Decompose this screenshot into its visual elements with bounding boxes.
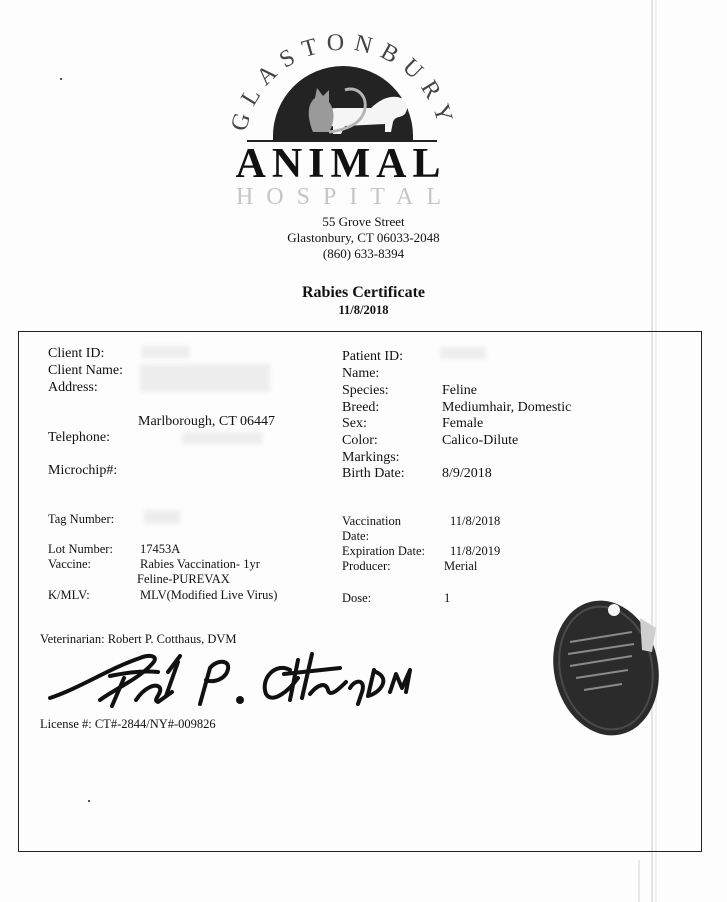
- certificate-date: 11/8/2018: [338, 303, 389, 317]
- vaccination-date-label-2: Date:: [342, 529, 370, 543]
- logo-hospital-text: HOSPITAL: [235, 184, 455, 210]
- birth-date-value: 8/9/2018: [442, 466, 492, 481]
- tag-number-label: Tag Number:: [48, 512, 115, 526]
- scan-speck: [60, 78, 62, 80]
- redacted-field: [144, 510, 180, 524]
- birth-date-label: Birth Date:: [342, 466, 405, 481]
- veterinarian-label: Veterinarian:: [40, 632, 105, 646]
- patient-id-label: Patient ID:: [342, 349, 404, 364]
- scan-line: [638, 860, 640, 902]
- client-address-label: Address:: [48, 380, 98, 395]
- logo-animal-text: ANIMAL: [235, 141, 447, 187]
- client-telephone-label: Telephone:: [48, 430, 110, 445]
- redacted-field: [140, 364, 270, 392]
- vaccine-value-line1: Rabies Vaccination- 1yr: [140, 557, 260, 571]
- dose-value: 1: [444, 591, 451, 605]
- sex-label: Sex:: [342, 416, 367, 431]
- color-label: Color:: [342, 433, 378, 448]
- sex-value: Female: [442, 416, 484, 431]
- signature: [40, 648, 420, 718]
- expiration-date-label: Expiration Date:: [342, 544, 425, 558]
- vaccine-label: Vaccine:: [48, 557, 92, 571]
- client-microchip-label: Microchip#:: [48, 463, 118, 478]
- page-title: Rabies Certificate: [301, 284, 426, 301]
- redacted-field: [182, 432, 262, 444]
- producer-label: Producer:: [342, 559, 391, 573]
- clinic-city: Glastonbury, CT 06033-2048: [287, 230, 440, 245]
- species-label: Species:: [342, 383, 389, 398]
- clinic-street: 55 Grove Street: [322, 214, 405, 229]
- veterinarian-name: Robert P. Cotthaus, DVM: [107, 632, 237, 646]
- kmlv-label: K/MLV:: [48, 588, 90, 602]
- license-value: CT#-2844/NY#-009826: [94, 717, 216, 731]
- client-name-label: Client Name:: [48, 363, 124, 378]
- license-label: License #:: [40, 717, 92, 731]
- rabies-tag-image: [548, 592, 668, 740]
- lot-number-label: Lot Number:: [48, 542, 113, 556]
- vaccination-date-value: 11/8/2018: [450, 514, 501, 528]
- clinic-phone: (860) 633-8394: [322, 246, 405, 261]
- client-id-label: Client ID:: [48, 346, 105, 361]
- kmlv-value: MLV(Modified Live Virus): [140, 588, 278, 602]
- expiration-date-value: 11/8/2019: [450, 544, 501, 558]
- logo-arc-text: GLASTONBURY: [226, 29, 460, 134]
- redacted-field: [142, 346, 190, 358]
- clinic-logo: [195, 28, 485, 213]
- markings-label: Markings:: [342, 450, 400, 465]
- species-value: Feline: [442, 383, 477, 398]
- producer-value: Merial: [444, 559, 478, 573]
- vaccination-date-label: Vaccination: [342, 514, 402, 528]
- color-value: Calico-Dilute: [442, 433, 519, 448]
- redacted-field: [440, 347, 486, 359]
- patient-name-label: Name:: [342, 366, 380, 381]
- client-address-city: Marlborough, CT 06447: [138, 414, 276, 429]
- vaccine-value-line2: Feline-PUREVAX: [137, 572, 230, 586]
- breed-label: Breed:: [342, 400, 380, 415]
- scan-speck: [88, 800, 90, 802]
- breed-value: Mediumhair, Domestic: [442, 400, 572, 415]
- dose-label: Dose:: [342, 591, 372, 605]
- lot-number-value: 17453A: [140, 542, 181, 556]
